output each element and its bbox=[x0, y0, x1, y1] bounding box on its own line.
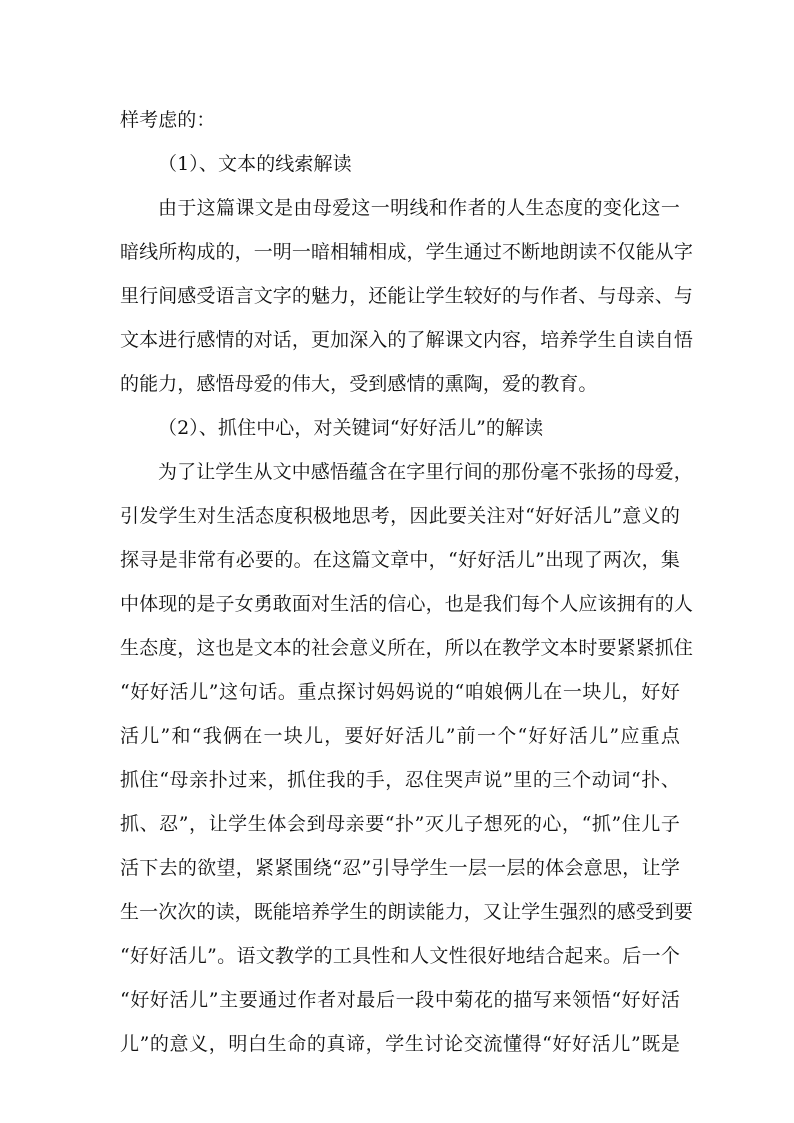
paragraph-1-line-3: 里行间感受语言文字的魅力，还能让学生较好的与作者、与母亲、与 bbox=[120, 285, 694, 307]
paragraph-2-line-4: 中体现的是子女勇敢面对生活的信心，也是我们每个人应该拥有的人 bbox=[120, 593, 694, 615]
paragraph-1-line-2: 暗线所构成的，一明一暗相辅相成，学生通过不断地朗读不仅能从字 bbox=[120, 241, 694, 263]
paragraph-2-line-3: 探寻是非常有必要的。在这篇文章中，“好好活儿”出现了两次，集 bbox=[120, 549, 680, 571]
paragraph-2-line-13: “好好活儿”主要通过作者对最后一段中菊花的描写来领悟“好好活 bbox=[120, 989, 680, 1011]
paragraph-2-line-6: “好好活儿”这句话。重点探讨妈妈说的“咱娘俩儿在一块儿，好好 bbox=[120, 681, 680, 703]
paragraph-2-line-14: 儿”的意义，明白生命的真谛，学生讨论交流懂得“好好活儿”既是 bbox=[120, 1033, 680, 1055]
paragraph-2-line-10: 活下去的欲望，紧紧围绕“忍”引导学生一层一层的体会意思，让学 bbox=[120, 857, 680, 879]
paragraph-2-line-12: “好好活儿”。语文教学的工具性和人文性很好地结合起来。后一个 bbox=[120, 945, 680, 967]
paragraph-1-line-4: 文本进行感情的对话，更加深入的了解课文内容，培养学生自读自悟 bbox=[120, 329, 694, 351]
paragraph-2-line-2: 引发学生对生活态度积极地思考，因此要关注对“好好活儿”意义的 bbox=[120, 505, 680, 527]
section-heading-2: （2）、抓住中心，对关键词“好好活儿”的解读 bbox=[158, 417, 544, 439]
paragraph-2-line-11: 生一次次的读，既能培养学生的朗读能力，又让学生强烈的感受到要 bbox=[120, 901, 694, 923]
paragraph-2-line-9: 抓、忍”，让学生体会到母亲要“扑”灭儿子想死的心，“抓”住儿子 bbox=[120, 813, 680, 835]
text-line-continuation: 样考虑的： bbox=[120, 109, 216, 131]
section-heading-1: （1）、文本的线索解读 bbox=[158, 153, 352, 175]
paragraph-1-line-1: 由于这篇课文是由母爱这一明线和作者的人生态度的变化这一 bbox=[158, 197, 680, 219]
paragraph-2-line-7: 活儿”和“我俩在一块儿，要好好活儿”前一个“好好活儿”应重点 bbox=[120, 725, 680, 747]
paragraph-2-line-8: 抓住“母亲扑过来，抓住我的手，忍住哭声说”里的三个动词“扑、 bbox=[120, 769, 680, 791]
paragraph-2-line-1: 为了让学生从文中感悟蕴含在字里行间的那份毫不张扬的母爱， bbox=[158, 461, 693, 483]
paragraph-1-line-5: 的能力，感悟母爱的伟大，受到感情的熏陶，爱的教育。 bbox=[120, 373, 598, 395]
paragraph-2-line-5: 生态度，这也是文本的社会意义所在，所以在教学文本时要紧紧抓住 bbox=[120, 637, 694, 659]
